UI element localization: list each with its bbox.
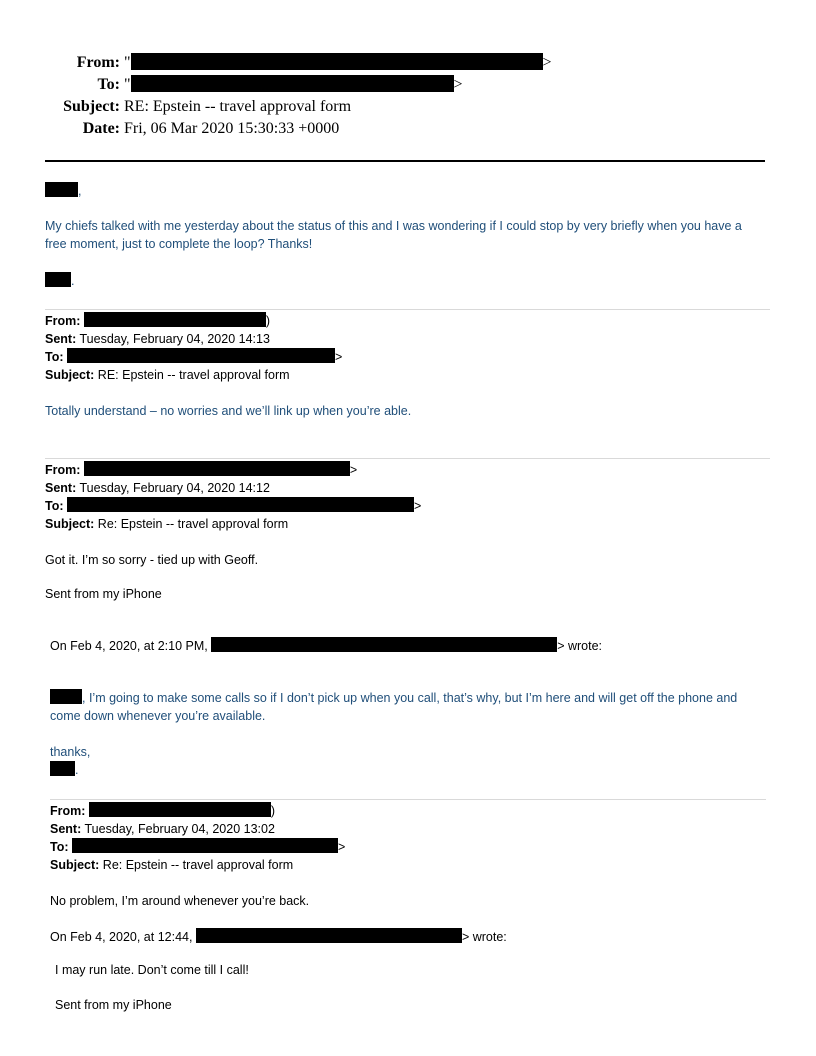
redaction-block [131,75,454,92]
msg3-from-suffix: > [349,463,358,477]
msg3-body: Got it. I’m so sorry - tied up with Geoff. [45,553,259,567]
msg3-from-label: From: [45,463,81,477]
msg4-from-label: From: [50,804,86,818]
redaction-block [131,53,543,70]
msg2-body: Totally understand – no worries and we’ll link up when you’re able. [45,404,412,418]
msg3-sent-label: Sent: [45,481,77,495]
msg3-quote-body [50,689,770,725]
email-header [60,53,552,139]
msg3-quote-intro-suffix: > wrote: [557,639,603,653]
msg4-quote-intro-text: On Feb 4, 2020, at 12:44, [50,930,193,944]
msg3-to-suffix: > [414,499,422,513]
msg4-subject-row [50,856,345,874]
header-from-prefix: " [124,54,131,71]
msg3-from-row [45,461,421,479]
msg2-subject-value: RE: Epstein -- travel approval form [97,368,290,382]
redaction-block [89,802,271,817]
message-divider [45,458,770,459]
msg4-header [50,802,345,874]
msg2-from-label: From: [45,314,81,328]
redaction-block [67,348,335,363]
redaction-block [67,497,414,512]
msg1-greeting-suffix: , [78,184,82,198]
msg3-subject-value: Re: Epstein -- travel approval form [97,517,289,531]
msg4-sent-row [50,820,345,838]
msg4-to-suffix: > [338,840,346,854]
redaction-block [84,312,266,327]
msg3-sent-value: Tuesday, February 04, 2020 14:12 [79,481,270,495]
msg2-to-suffix: > [335,350,343,364]
msg2-header [45,312,342,384]
msg2-sent-value: Tuesday, February 04, 2020 14:13 [79,332,270,346]
msg3-subject-row [45,515,421,533]
header-date-label: Date: [82,120,120,137]
msg2-sent-row [45,330,342,348]
header-to-prefix: " [124,76,131,93]
header-divider [45,160,765,162]
redaction-block [84,461,350,476]
header-from-row [60,53,552,73]
msg2-to-row [45,348,342,366]
msg3-header [45,461,421,533]
msg4-body: No problem, I’m around whenever you’re back. [50,894,310,908]
msg3-quote-intro-text: On Feb 4, 2020, at 2:10 PM, [50,639,208,653]
header-from-suffix: > [542,54,552,71]
redaction-block [196,928,462,943]
msg4-subject-label: Subject: [50,858,100,872]
msg3-signature: Sent from my iPhone [45,587,162,601]
msg2-subject-row [45,366,342,384]
msg4-signature: Sent from my iPhone [55,998,172,1012]
msg2-subject-label: Subject: [45,368,95,382]
msg4-quote-intro-suffix: > wrote: [461,930,507,944]
msg1-body: My chiefs talked with me yesterday about the status of this and I was wondering if I could stop by very briefly when you have a free moment, just to complete the loop? Thanks! [45,219,742,251]
header-date-row [60,119,552,139]
header-to-row [60,75,552,95]
redaction-block [72,838,338,853]
msg3-quote-thanks: thanks, [50,745,91,759]
message-divider [45,309,770,310]
redaction-block [50,761,75,776]
msg3-quote-signoff [50,761,78,779]
message-divider [50,799,766,800]
msg4-sent-label: Sent: [50,822,82,836]
msg4-from-row [50,802,345,820]
msg4-to-row [50,838,345,856]
msg4-sent-value: Tuesday, February 04, 2020 13:02 [84,822,275,836]
msg1-signoff [45,272,74,290]
msg3-subject-label: Subject: [45,517,95,531]
redaction-block [45,272,71,287]
msg1-greeting [45,182,81,200]
msg1-signoff-suffix: . [71,274,75,288]
msg2-from-suffix: ) [265,314,271,328]
header-to-suffix: > [453,76,463,93]
msg4-to-label: To: [50,840,69,854]
header-from-label: From: [76,54,120,71]
header-date-value: Fri, 06 Mar 2020 15:30:33 +0000 [124,120,340,137]
msg3-to-row [45,497,421,515]
msg3-sent-row [45,479,421,497]
header-subject-row [60,97,552,117]
header-subject-value: RE: Epstein -- travel approval form [124,98,352,115]
msg4-from-suffix: ) [270,804,276,818]
header-subject-label: Subject: [63,98,120,115]
msg3-quote-body-text: , I’m going to make some calls so if I don’t pick up when you call, that’s why, but I’m here and will get off the phone and come down whenever you’re available. [50,691,738,723]
msg4-subject-value: Re: Epstein -- travel approval form [102,858,294,872]
redaction-block [45,182,78,197]
redaction-block [211,637,557,652]
redaction-block [50,689,82,704]
msg2-to-label: To: [45,350,64,364]
msg2-from-row [45,312,342,330]
msg4-quote-body: I may run late. Don’t come till I call! [55,963,249,977]
msg3-quote-signoff-suffix: . [75,763,79,777]
msg3-to-label: To: [45,499,64,513]
header-to-label: To: [97,76,120,93]
msg4-quote-intro [50,928,507,946]
msg2-sent-label: Sent: [45,332,77,346]
msg3-quote-intro [50,637,602,655]
